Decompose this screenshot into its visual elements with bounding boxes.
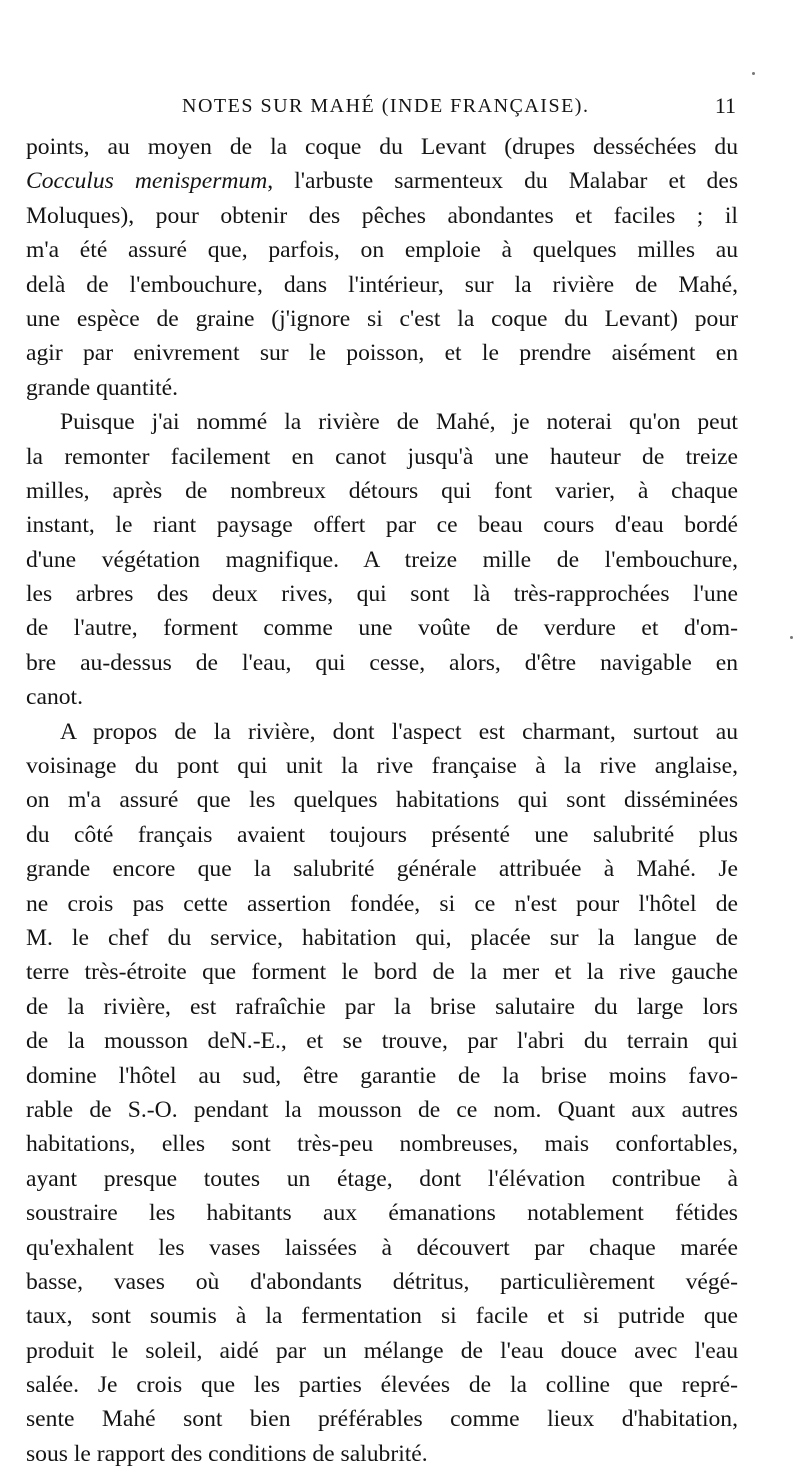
line-text: , l'arbuste sarmenteux du Malabar et des: [267, 168, 739, 195]
line-text: milles, après de nombreux détours qui font varier, à chaque: [26, 477, 738, 504]
text-line: [26, 164, 738, 198]
text-line: [26, 268, 738, 302]
page-number: 11: [714, 93, 736, 118]
line-text: m'a été assuré que, parfois, on emploie à quelques milles au: [26, 237, 738, 264]
line-text: canot.: [26, 684, 83, 711]
line-text: basse, vases où d'abondants détritus, particulièrement végé-: [26, 1268, 738, 1295]
text-line: [26, 749, 738, 783]
line-text: ayant presque toutes un étage, dont l'élévation contribue à: [26, 1165, 738, 1192]
text-line: [26, 543, 738, 577]
line-text: ne crois pas cette assertion fondée, si ce n'est pour l'hôtel de: [26, 890, 738, 917]
line-text: Moluques), pour obtenir des pêches abondantes et faciles ; il: [26, 202, 738, 229]
text-line: [26, 1127, 738, 1161]
text-line: [26, 818, 738, 852]
line-text: d'une végétation magnifique. A treize mille de l'embouchure,: [26, 546, 738, 573]
text-line: [26, 852, 738, 886]
text-line: [26, 715, 738, 749]
text-line: [26, 783, 738, 817]
text-line: [26, 371, 738, 405]
line-text: la remonter facilement en canot jusqu'à une hauteur de treize: [26, 443, 738, 470]
text-line: [26, 1231, 738, 1265]
text-line: [26, 1265, 738, 1299]
print-speck: [790, 636, 793, 639]
text-line: [26, 1368, 738, 1402]
line-text: terre très-étroite que forment le bord de la mer et la rive gauche: [26, 959, 738, 986]
line-text: une espèce de graine (j'ignore si c'est la coque du Levant) pour: [26, 305, 738, 332]
body-text: [26, 130, 738, 1471]
text-line: [26, 440, 738, 474]
text-line: [26, 130, 738, 164]
text-line: [26, 1437, 738, 1471]
text-line: [26, 336, 738, 370]
line-text: on m'a assuré que les quelques habitations qui sont disséminées: [26, 787, 738, 814]
line-text: rable de S.-O. pendant la mousson de ce nom. Quant aux autres: [26, 1096, 738, 1123]
running-head-title: NOTES SUR MAHÉ (INDE FRANÇAISE).: [182, 95, 590, 117]
line-text: habitations, elles sont très-peu nombreuses, mais confortables,: [26, 1131, 738, 1158]
line-text: bre au-dessus de l'eau, qui cesse, alors, d'être navigable en: [26, 649, 738, 676]
text-line: [26, 1334, 738, 1368]
text-line: [26, 1059, 738, 1093]
text-line: [26, 1402, 738, 1436]
text-line: [26, 199, 738, 233]
text-line: [26, 1162, 738, 1196]
line-text: delà de l'embouchure, dans l'intérieur, sur la rivière de Mahé,: [26, 271, 738, 298]
line-text: points, au moyen de la coque du Levant (drupes desséchées du: [26, 134, 738, 160]
text-line: [26, 1093, 738, 1127]
text-line: [26, 646, 738, 680]
text-line: [26, 233, 738, 267]
line-text: instant, le riant paysage offert par ce beau cours d'eau bordé: [26, 512, 738, 539]
text-line: [26, 1196, 738, 1230]
line-text: les arbres des deux rives, qui sont là très-rapprochées l'une: [26, 581, 738, 608]
line-text: soustraire les habitants aux émanations notablement fétides: [26, 1200, 738, 1227]
line-text: de l'autre, forment comme une voûte de verdure et d'om-: [26, 615, 738, 642]
text-line: [26, 990, 738, 1024]
text-line: [26, 921, 738, 955]
running-head: [172, 92, 736, 120]
line-text: sente Mahé sont bien préférables comme lieux d'habitation,: [26, 1406, 738, 1433]
line-text: domine l'hôtel au sud, être garantie de la brise moins favo-: [26, 1062, 738, 1089]
italic-taxon: Cocculus menispermum: [26, 168, 268, 195]
line-text: du côté français avaient toujours présenté une salubrité plus: [26, 821, 738, 848]
line-text: Puisque j'ai nommé la rivière de Mahé, je noterai qu'on peut: [60, 409, 738, 436]
text-line: [26, 1299, 738, 1333]
line-text: voisinage du pont qui unit la rive française à la rive anglaise,: [26, 753, 738, 780]
text-line: [26, 680, 738, 714]
text-line: [26, 577, 738, 611]
text-line: [26, 955, 738, 989]
line-text: qu'exhalent les vases laissées à découvert par chaque marée: [26, 1234, 738, 1261]
line-text: sous le rapport des conditions de salubrité.: [26, 1440, 428, 1467]
text-line: [26, 508, 738, 542]
text-line: [26, 887, 738, 921]
text-line: [26, 474, 738, 508]
text-line: [26, 405, 738, 439]
print-speck: [752, 72, 755, 75]
line-text: grande encore que la salubrité générale attribuée à Mahé. Je: [26, 856, 738, 883]
line-text: M. le chef du service, habitation qui, placée sur la langue de: [26, 924, 738, 951]
text-line: [26, 611, 738, 645]
line-text: A propos de la rivière, dont l'aspect est charmant, surtout au: [60, 718, 738, 745]
line-text: salée. Je crois que les parties élevées de la colline que repré-: [26, 1372, 738, 1399]
line-text: de la rivière, est rafraîchie par la brise salutaire du large lors: [26, 993, 738, 1020]
line-text: taux, sont soumis à la fermentation si facile et si putride que: [26, 1303, 738, 1330]
text-line: [26, 1024, 738, 1058]
line-text: grande quantité.: [26, 374, 178, 401]
line-text: produit le soleil, aidé par un mélange de l'eau douce avec l'eau: [26, 1337, 738, 1364]
line-text: de la mousson deN.-E., et se trouve, par l'abri du terrain qui: [26, 1028, 738, 1055]
line-text: agir par enivrement sur le poisson, et le prendre aisément en: [26, 340, 738, 367]
text-line: [26, 302, 738, 336]
